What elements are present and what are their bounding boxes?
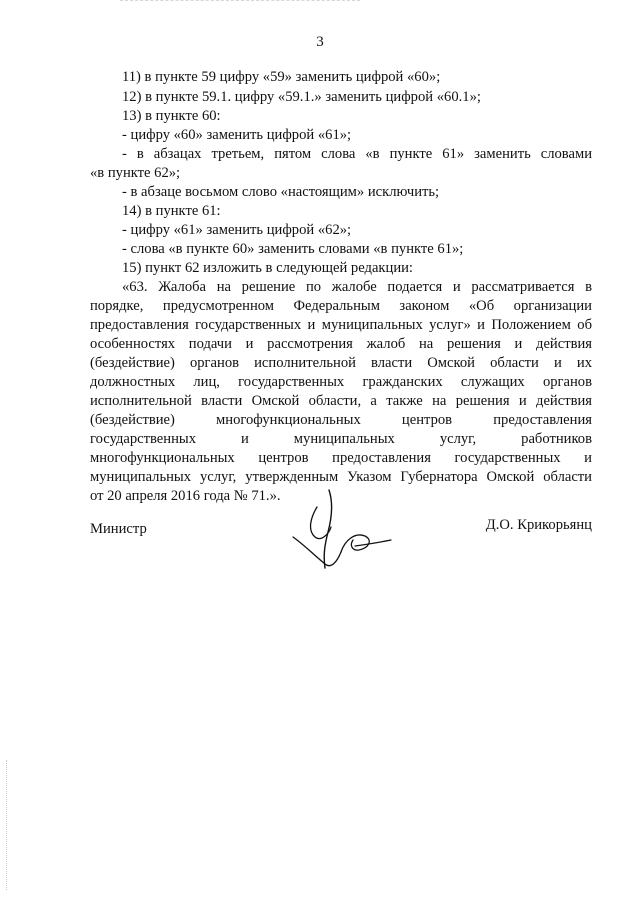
- paragraph-63-line: «63. Жалоба на решение по жалобе подается и рассматривается в: [122, 279, 592, 295]
- paragraph-63-line: должностных лиц, государственных гражданских служащих органов: [90, 374, 592, 390]
- amendment-item-15: 15) пункт 62 изложить в следующей редакции:: [122, 260, 413, 276]
- paragraph-63-line: особенностях подачи и рассмотрения жалоб на решения и действия: [90, 336, 592, 352]
- amendment-item-11: 11) в пункте 59 цифру «59» заменить цифрой «60»;: [122, 69, 441, 85]
- amendment-subitem: - цифру «61» заменить цифрой «62»;: [122, 222, 352, 238]
- amendment-subitem: - слова «в пункте 60» заменить словами «в пункте 61»;: [122, 241, 464, 257]
- signatory-name: Д.О. Крикорьянц: [485, 517, 592, 533]
- paragraph-63-line: порядке, предусмотренном Федеральным законом «Об организации: [90, 298, 592, 314]
- page-number: 3: [316, 34, 324, 50]
- amendment-item-14: 14) в пункте 61:: [122, 203, 221, 219]
- amendment-subitem-continuation: «в пункте 62»;: [90, 165, 181, 181]
- paragraph-63-line: муниципальных услуг, утвержденным Указом Губернатора Омской области: [90, 469, 592, 485]
- paragraph-63-line: исполнительной власти Омской области, а также на решения и действия: [90, 393, 592, 409]
- paragraph-63-line: (бездействие) органов исполнительной власти Омской области и их: [90, 355, 592, 371]
- paragraph-63-line: от 20 апреля 2016 года № 71.».: [90, 488, 281, 504]
- scan-artifact: [120, 0, 360, 4]
- paragraph-63-line: (бездействие) многофункциональных центров предоставления: [90, 412, 592, 428]
- amendment-subitem: - в абзаце восьмом слово «настоящим» исключить;: [122, 184, 440, 200]
- handwritten-signature: [285, 482, 395, 582]
- paragraph-63-line: многофункциональных центров предоставления государственных и: [90, 450, 592, 466]
- amendment-item-13: 13) в пункте 60:: [122, 108, 221, 124]
- scan-artifact: [6, 760, 9, 890]
- amendment-item-12: 12) в пункте 59.1. цифру «59.1.» заменить цифрой «60.1»;: [122, 89, 481, 105]
- signatory-role: Министр: [90, 521, 147, 537]
- paragraph-63-line: государственных и муниципальных услуг, работников: [90, 431, 592, 447]
- amendment-subitem: - цифру «60» заменить цифрой «61»;: [122, 127, 352, 143]
- paragraph-63-line: предоставления государственных и муниципальных услуг» и Положением об: [90, 317, 592, 333]
- amendment-subitem: - в абзацах третьем, пятом слова «в пункте 61» заменить словами: [122, 146, 592, 162]
